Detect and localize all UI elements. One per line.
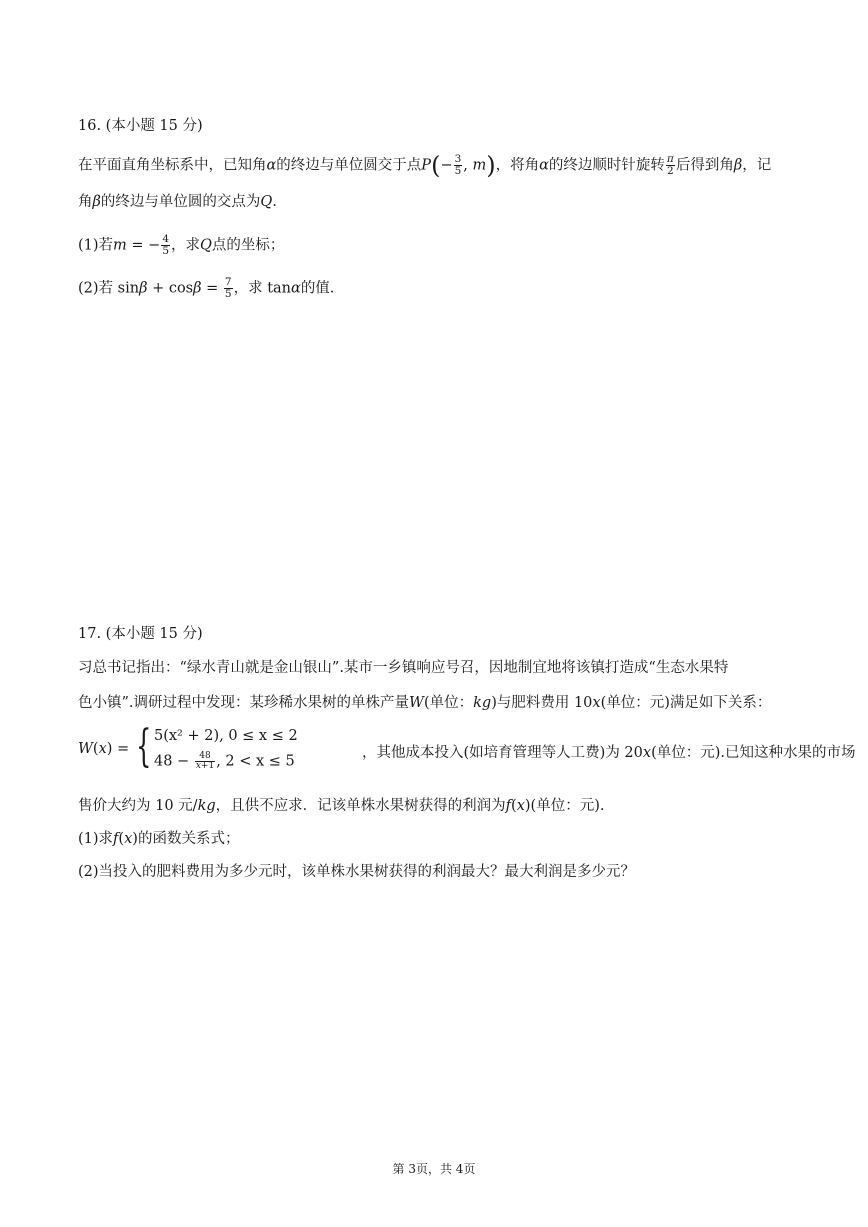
- q17-stem-line4: 售价大约为 10 元/kg，且供不应求．记该单株水果树获得的利润为f(x)(单位：元).: [78, 798, 605, 814]
- q16-part2: (2)若 sinβ + cosβ = $\frac{7}{5}$ ，求 tanα的值.: [78, 276, 335, 300]
- q17-part1: (1)求f(x)的函数关系式；: [78, 831, 240, 847]
- q17-stem-line3: ，其他成本投入(如培育管理等人工费)为 20x(单位：元).已知这种水果的市场: [362, 745, 856, 761]
- piecewise-case-1: 5(x² + 2), 0 ≤ x ≤ 2: [154, 728, 298, 744]
- page-footer: 第 3页，共 4页: [392, 1162, 476, 1176]
- piecewise-case-2: 48 − $\frac{48}{x+1}$ , 2 < x ≤ 5: [154, 751, 295, 771]
- q16-stem-line2: 角β的终边与单位圆的交点为Q.: [78, 194, 277, 210]
- q16-stem-line1: 在平面直角坐标系中，已知角α的终边与单位圆交于点P(− $\frac{3}{5}$ , m)，将角α的终边顺时针旋转 $\frac{\pi}{2}$ 后得到角β，记: [78, 151, 772, 180]
- q16-part1: (1)若m = − $\frac{4}{5}$ ，求Q点的坐标；: [78, 233, 285, 257]
- q17-stem-line1: 习总书记指出：“绿水青山就是金山银山”.某市一乡镇响应号召，因地制宜地将该镇打造成“生态水果特: [78, 660, 729, 676]
- q17-part2: (2)当投入的肥料费用为多少元时，该单株水果树获得的利润最大？最大利润是多少元？: [78, 864, 636, 880]
- q17-heading: 17. (本小题 15 分): [78, 626, 203, 642]
- q16-heading: 16. (本小题 15 分): [78, 118, 203, 134]
- q17-stem-line2: 色小镇”.调研过程中发现：某珍稀水果树的单株产量W(单位：kg)与肥料费用 10x(单位：元)满足如下关系：: [78, 695, 772, 711]
